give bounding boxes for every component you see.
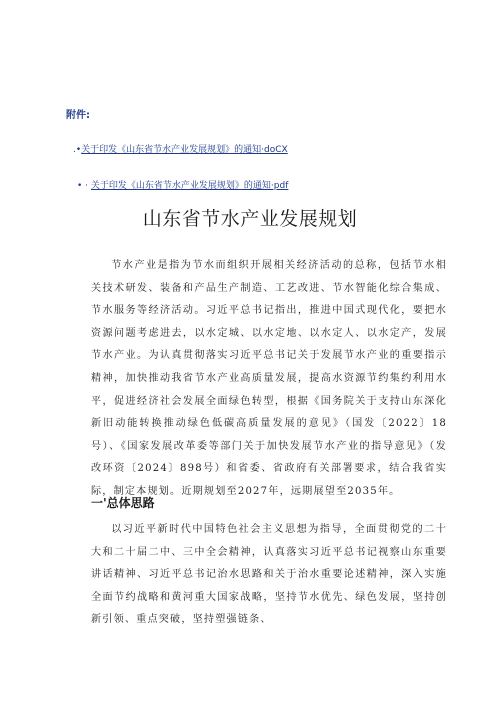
section-paragraph: 以习近平新时代中国特色社会主义思想为指导，全面贯彻党的二十大和二十届二中、三中全会精神，认真落实习近平总书记视察山东重要讲话精神、习近平总书记治水思路和关于治水重要论述精神，深入实施全面节约战略和黄河重大国家战略，坚持节水优先、绿色发展，坚持创新引领、重点突破，坚持塑强链条、 xyxy=(91,524,447,626)
bullet-icon: • · xyxy=(77,181,91,191)
attachment-link-pdf-text[interactable]: 关于印发《山东省节水产业发展规划》的通知·pdf xyxy=(90,181,289,191)
attachment-link-pdf[interactable] xyxy=(77,178,288,191)
attachment-link-docx-text[interactable]: 关于印发《山东省节水产业发展规划》的通知·doCX xyxy=(81,145,288,155)
document-title: 山东省节水产业发展规划 xyxy=(142,208,358,230)
attachment-link-docx[interactable] xyxy=(73,142,288,155)
intro-paragraph: 节水产业是指为节水而组织开展相关经济活动的总称，包括节水相关技术研发、装备和产品生产制造、工艺改进、节水智能化综合集成、节水服务等经济活动。习近平总书记指出，推进中国式现代化，要把水资源问题考虑进去，以水定城、以水定地、以水定人、以水定产，发展节水产业。为认真贯彻落实习近平总书记关于发展节水产业的重要指示精神，加快推动我省节水产业高质量发展，提高水资源节约集约利用水平，促进经济社会发展全面绿色转型，根据《国务院关于支持山东深化新旧动能转换推动绿色低碳高质量发展的意见》（国发〔2022〕18号）、《国家发展改革委等部门关于加快发展节水产业的指导意见》（发改环资〔2024〕898号）和省委、省政府有关部署要求，结合我省实际，制定本规划。近期规划至2027年，远期展望至2035年。 xyxy=(91,260,447,497)
section-heading: 一'总体思路 xyxy=(91,496,155,510)
bullet-icon: .• xyxy=(73,145,82,155)
attachments-label: 附件: xyxy=(66,110,90,121)
